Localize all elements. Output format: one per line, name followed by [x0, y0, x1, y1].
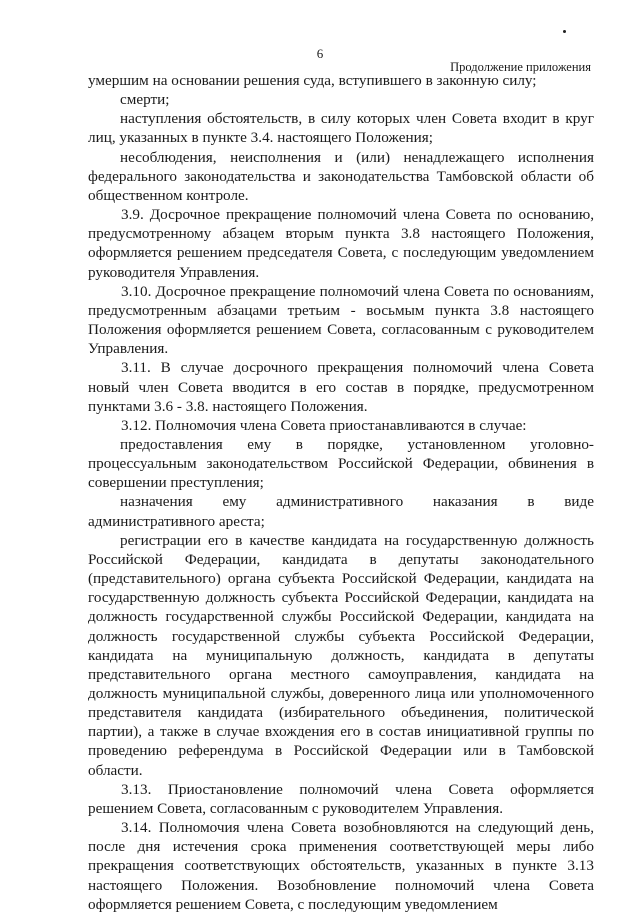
scan-mark: [563, 30, 566, 33]
paragraph: умершим на основании решения суда, вступившего в законную силу;: [88, 72, 537, 89]
page-number: 6: [316, 46, 324, 61]
section-3-13: 3.13. Приостановление полномочий члена Совета оформляется решением Совета, согласованным с руководителем Управления.: [88, 780, 594, 817]
paragraph: регистрации его в качестве кандидата на государственную должность Российской Федерации, кандидата в депутаты законодательного (представительного) органа субъекта Российской Федерации, кандидата на государственную должность субъекта Российской Федерации, кандидата на должность государственной службы Российской Федерации, кандидата на должность государственной службы субъекта Российской Федерации, кандидата на муниципальную должность, кандидата в депутаты представительного органа местного самоуправления, кандидата на должность муниципальной службы, доверенного лица или уполномоченного представителя кандидата (избирательного объединения, политической партии), а также в случае вхождения его в состав инициативной группы по проведению референдума в Российской Федерации или в Тамбовской области.: [88, 531, 594, 779]
appendix-continuation-note: Продолжение приложения: [450, 60, 591, 74]
section-3-14: 3.14. Полномочия члена Совета возобновляются на следующий день, после дня истечения срока применения соответствующей меры либо прекращения соответствующих обстоятельств, указанных в пункте 3.13 настоящего Положения. Возобновление полномочий члена Совета оформляется решением Совета, с последующим уведомлением: [88, 819, 594, 913]
paragraph: наступления обстоятельств, в силу которых член Совета входит в круг лиц, указанных в пункте 3.4. настоящего Положения;: [88, 110, 594, 147]
paragraph: смерти;: [120, 91, 170, 109]
paragraph: предоставления ему в порядке, установленном уголовно-процессуальным законодательством Российской Федерации, обвинения в совершении преступления;: [88, 435, 594, 492]
section-3-12: 3.12. Полномочия члена Совета приостанавливаются в случае:: [121, 416, 527, 434]
section-3-11: 3.11. В случае досрочного прекращения полномочий члена Совета новый член Совета вводится в его состав в порядке, предусмотренном пунктами 3.6 - 3.8. настоящего Положения.: [88, 359, 594, 415]
paragraph: несоблюдения, неисполнения и (или) ненадлежащего исполнения федерального законодательства и законодательства Тамбовской области об общественном контроле.: [88, 148, 594, 204]
paragraph: назначения ему административного наказания в виде административного ареста;: [88, 493, 594, 530]
section-3-9: 3.9. Досрочное прекращение полномочий члена Совета по основанию, предусмотренному абзацем вторым пункта 3.8 настоящего Положения, оформляется решением председателя Совета, с последующим уведомлением руководителя Управления.: [88, 206, 594, 281]
section-3-10: 3.10. Досрочное прекращение полномочий члена Совета по основаниям, предусмотренным абзацами третьим - восьмым пункта 3.8 настоящего Положения оформляется решением Совета, согласованным с руководителем Управления.: [88, 282, 594, 358]
document-body: [88, 71, 594, 914]
